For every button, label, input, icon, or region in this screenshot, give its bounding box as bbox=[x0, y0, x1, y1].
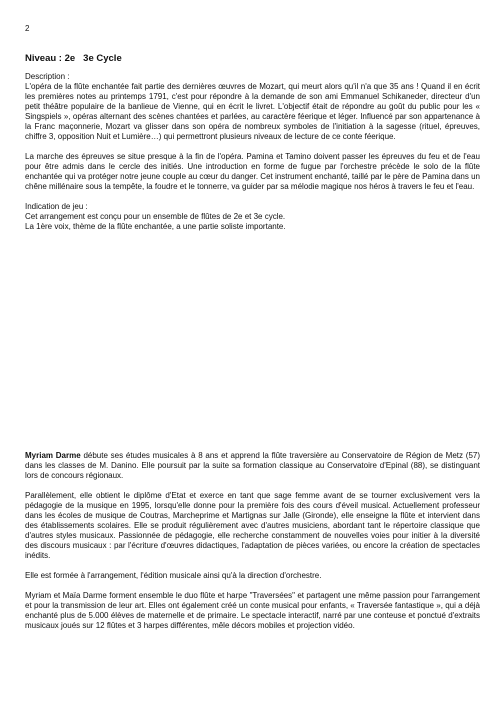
biography-paragraph: Parallèlement, elle obtient le diplôme d'Etat et exerce en tant que sage femme avant de se tourner exclusivement vers la pédagogie de la musique en 1995, lorsqu'elle donne pour la première fois des cours d'éveil musical. Actuellement professeur dans les écoles de musique de Coutras, Marcheprime et Martignas sur Jalle (Gironde), elle enseigne la flûte et intervient dans des établissements scolaires. Elle se produit régulièrement avec d'autres musiciens, abordant tant le répertoire classique que d'autres styles musicaux. Passionnée de pédagogie, elle recherche constamment de nouvelles voies pour initier à la diversité des discours musicaux : par l'écriture d'œuvres didactiques, l'adaptation de pièces variées, ou encore la création de spectacles inédits. bbox=[25, 491, 480, 560]
indication-line: La 1ère voix, thème de la flûte enchantée, a une partie soliste importante. bbox=[25, 222, 286, 231]
description-heading: Description : bbox=[25, 72, 70, 81]
biography-paragraph: Elle est formée à l'arrangement, l'édition musicale ainsi qu'à la direction d'orchestre. bbox=[25, 571, 322, 580]
level-label: Niveau : 2e bbox=[25, 53, 76, 64]
level-value: 3e Cycle bbox=[83, 53, 122, 64]
biography-intro bbox=[25, 451, 480, 481]
biography-paragraph: Myriam et Maïa Darme forment ensemble le duo flûte et harpe "Traversées" et partagent une même passion pour l'arrangement et pour la transmission de leur art. Elles ont également créé un conte musical pour enfants, « Traversée fantastique », qui a déjà enchanté plus de 5.000 élèves de maternelle et de primaire. Le spectacle interactif, narré par une conteuse et ponctué d'extraits musicaux joués sur 12 flûtes et 3 harpes différentes, mêle décors mobiles et projection vidéo. bbox=[25, 591, 480, 630]
biography-section bbox=[25, 451, 480, 631]
author-name: Myriam Darme bbox=[25, 451, 81, 460]
description-paragraph: La marche des épreuves se situe presque à la fin de l'opéra. Pamina et Tamino doivent passer les épreuves du feu et de l'eau pour être admis dans le cercle des initiés. Une introduction en forme de fugue par l'orchestre précède le solo de la flûte enchantée qui va protéger notre jeune couple au cœur du danger. Cet instrument enchanté, taillé par le père de Pamina dans un chêne millénaire sous la tempête, la foudre et le tonnerre, va guider par sa mélodie magique nos héros à travers le feu et l'eau. bbox=[25, 152, 480, 191]
description-section bbox=[25, 72, 480, 232]
page-number: 2 bbox=[25, 24, 30, 33]
description-paragraph: L'opéra de la flûte enchantée fait partie des dernières œuvres de Mozart, qui meurt alors qu'il n'a que 35 ans ! Quand il en écrit les premières notes au printemps 1791, c'est pour répondre à la demande de son ami Emmanuel Schikaneder, directeur d'un petit théâtre populaire de la banlieue de Vienne, qui en écrit le livret. L'objectif était de répondre au goût du public pour les « Singspiels », opéras alternant des scènes chantées et parlées, au caractère féerique et léger. Influencé par son appartenance à la Franc maçonnerie, Mozart va glisser dans son opéra de nombreux symboles de l'initiation à la sagesse (rituel, épreuves, chiffre 3, opposition Nuit et Lumière…) qui permettront plusieurs niveaux de lecture de ce conte féerique. bbox=[25, 82, 480, 141]
indication-line: Cet arrangement est conçu pour un ensemble de flûtes de 2e et 3e cycle. bbox=[25, 212, 286, 221]
indication-heading: Indication de jeu : bbox=[25, 202, 88, 211]
biography-intro-text: débute ses études musicales à 8 ans et apprend la flûte traversière au Conservatoire de Région de Metz (57) dans les classes de M. Danino. Elle poursuit par la suite sa formation classique au Conservatoire d'Epinal (88), se distinguant lors de concours régionaux. bbox=[25, 451, 481, 480]
level-heading bbox=[25, 53, 122, 64]
